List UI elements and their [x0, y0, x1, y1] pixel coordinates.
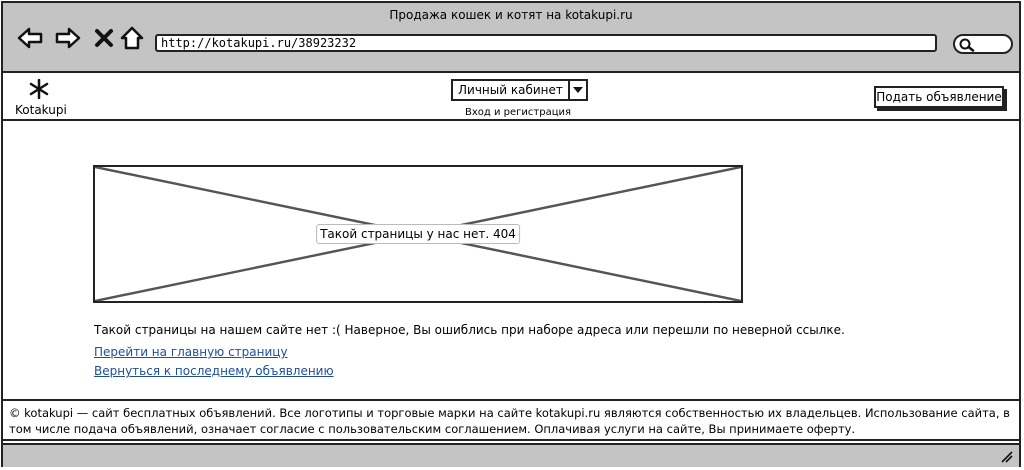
placeholder-image — [93, 165, 743, 303]
close-icon[interactable] — [91, 25, 117, 51]
chevron-down-icon[interactable] — [568, 81, 586, 99]
footer: © kotakupi — сайт бесплатных объявлений. Все логотипы и торговые марки на сайте kotakupi.ru являются собственностью их владельцев. Использование сайта, в том числе подача объявлений, означает согласие с пользовательским соглашением. Оплачивая услуги на сайте, Вы принимаете оферту. — [3, 399, 1019, 441]
account-dropdown[interactable] — [451, 79, 588, 101]
browser-search-field[interactable] — [953, 34, 1013, 54]
post-ad-button[interactable]: Подать объявление — [874, 86, 1004, 108]
asterisk-icon[interactable] — [29, 79, 49, 99]
resize-grip-icon[interactable] — [1001, 451, 1013, 463]
back-icon[interactable] — [17, 25, 43, 51]
browser-window — [1, 1, 1021, 467]
login-register-link[interactable]: Вход и регистрация — [465, 107, 572, 118]
home-page-link[interactable]: Перейти на главную страницу — [94, 345, 288, 359]
search-icon — [959, 38, 975, 52]
last-ad-link[interactable]: Вернуться к последнему объявлению — [94, 364, 334, 378]
site-header — [3, 73, 1019, 121]
home-icon[interactable] — [119, 25, 145, 51]
status-bar — [3, 443, 1019, 467]
browser-chrome — [3, 3, 1019, 73]
window-title: Продажа кошек и котят на kotakupi.ru — [389, 8, 633, 22]
account-dropdown-label: Личный кабинет — [458, 83, 563, 97]
forward-icon[interactable] — [55, 25, 81, 51]
error-404-caption: Такой страницы у нас нет. 404 — [316, 224, 520, 244]
error-message: Такой страницы на нашем сайте нет :( Наверное, Вы ошиблись при наборе адреса или перешли по неверной ссылке. — [94, 323, 845, 337]
logo-text[interactable]: Kotakupi — [15, 103, 67, 117]
url-input[interactable]: http://kotakupi.ru/38923232 — [155, 34, 937, 52]
